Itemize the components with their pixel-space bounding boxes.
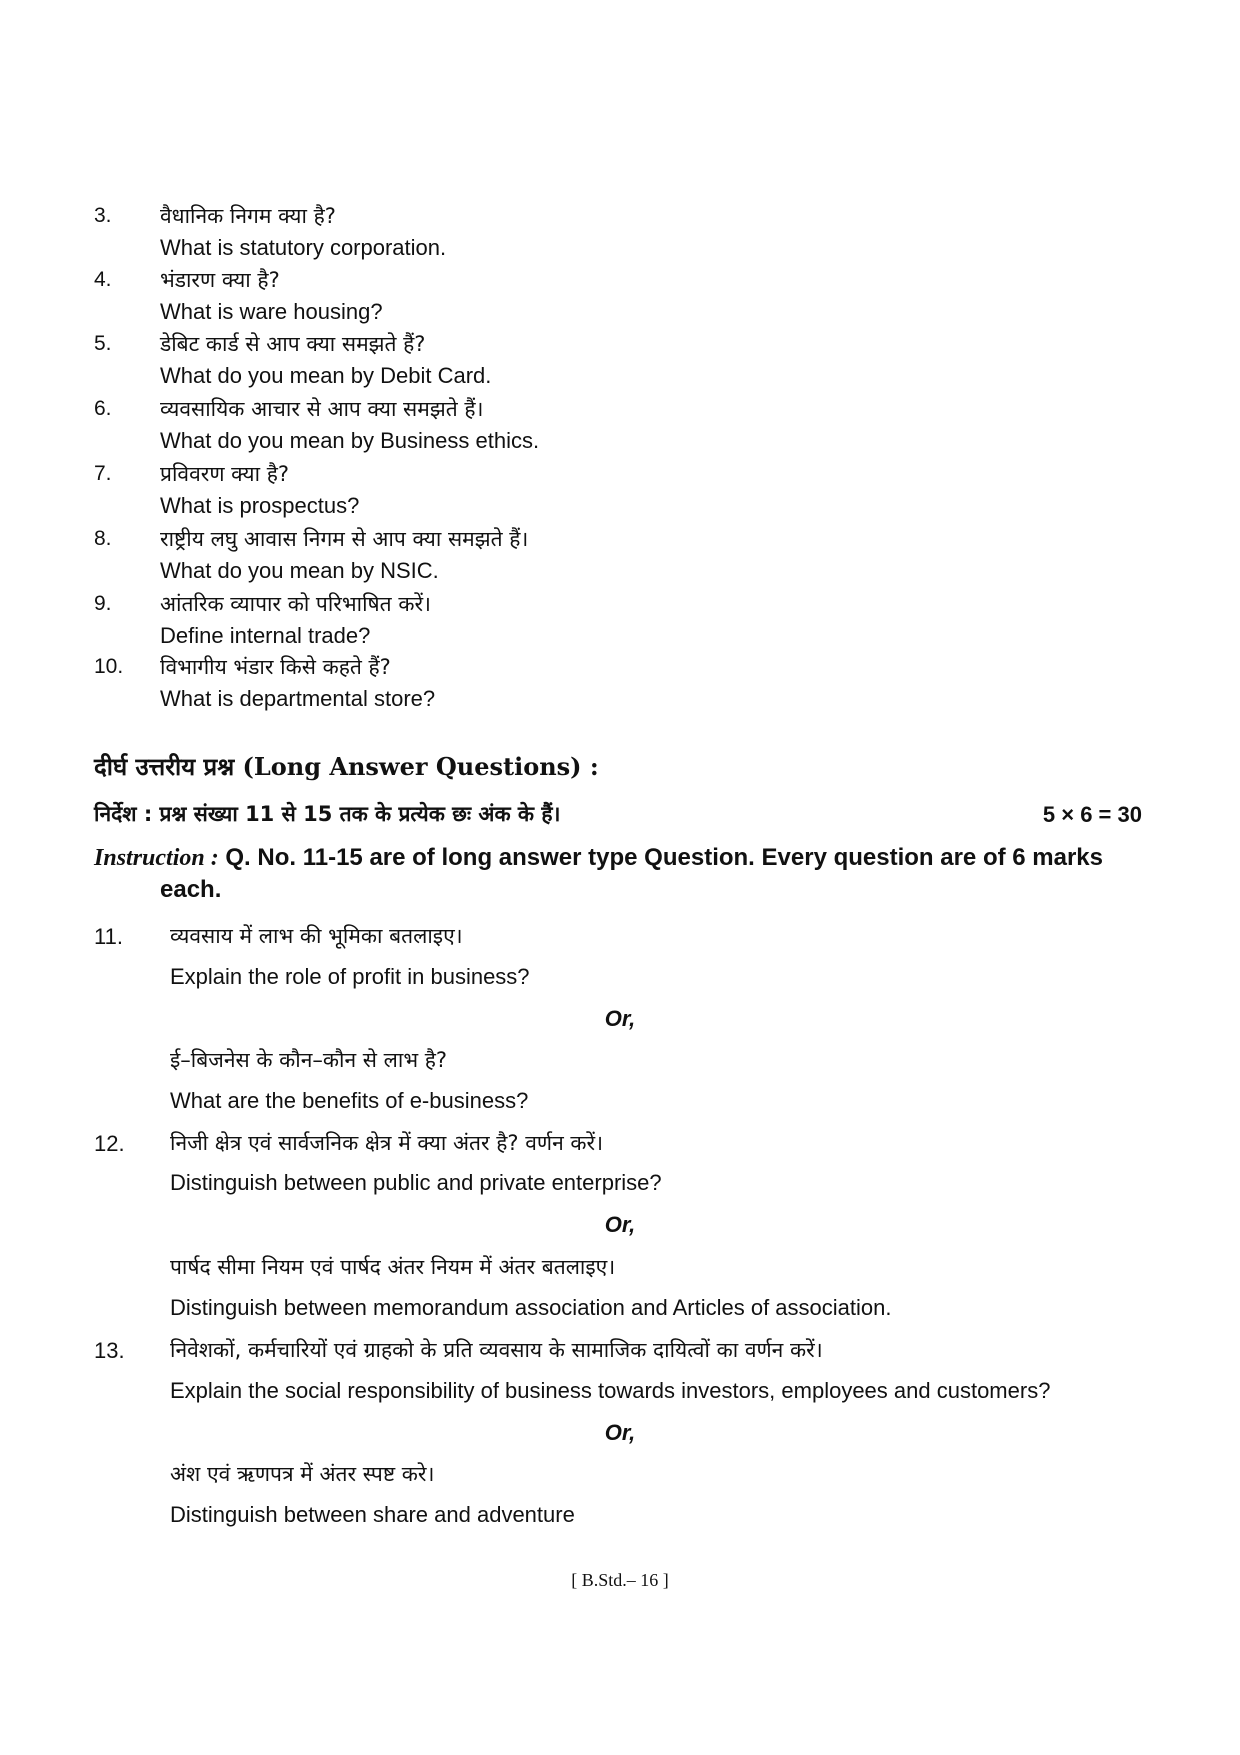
question-number: 10. [94, 655, 124, 678]
question-number: 7. [94, 462, 112, 485]
question-number: 6. [94, 397, 112, 420]
question-5 [94, 330, 1154, 394]
question-10 [94, 653, 1154, 717]
or-separator: Or, [604, 1420, 636, 1445]
question-13-alt-english: Distinguish between share and adventure [170, 1502, 575, 1527]
instruction-text: Q. No. 11-15 are of long answer type Question. Every question are of 6 marks [218, 844, 1104, 871]
or-separator: Or, [604, 1006, 636, 1031]
instruction [94, 842, 1154, 906]
question-11-english: Explain the role of profit in business? [170, 964, 530, 989]
instruction-continuation: each. [160, 876, 222, 903]
question-3 [94, 202, 1154, 266]
question-text-hindi: राष्ट्रीय लघु आवास निगम से आप क्या समझते हैं। [160, 527, 529, 551]
question-12-alt-hindi: पार्षद सीमा नियम एवं पार्षद अंतर नियम में अंतर बतलाइए। [170, 1255, 616, 1279]
page-footer: [ B.Std.– 16 ] [571, 1570, 669, 1590]
question-text-english: What do you mean by NSIC. [160, 558, 439, 583]
or-separator: Or, [604, 1212, 636, 1237]
question-text-hindi: व्यवसायिक आचार से आप क्या समझते हैं। [160, 397, 484, 421]
question-12-alt-english: Distinguish between memorandum association and Articles of association. [170, 1295, 892, 1320]
question-12-english: Distinguish between public and private enterprise? [170, 1170, 662, 1195]
question-number: 4. [94, 268, 112, 291]
question-text-english: What do you mean by Business ethics. [160, 428, 540, 453]
question-number: 5. [94, 332, 112, 355]
section-title: दीर्घ उत्तरीय प्रश्न (Long Answer Questions) : [94, 752, 599, 781]
instruction-label: Instruction : [94, 845, 219, 871]
question-text-english: What is ware housing? [160, 299, 383, 324]
question-11-hindi: व्यवसाय में लाभ की भूमिका बतलाइए। [170, 924, 463, 948]
question-13-hindi: निवेशकों, कर्मचारियों एवं ग्राहको के प्रति व्यवसाय के सामाजिक दायित्वों का वर्णन करें। [170, 1338, 823, 1362]
section-directive: निर्देश : प्रश्न संख्या 11 से 15 तक के प्रत्येक छः अंक के हैं। [94, 802, 561, 826]
question-11-alt-hindi: ई–बिजनेस के कौन–कौन से लाभ है? [170, 1048, 448, 1072]
question-8 [94, 525, 1154, 589]
question-4 [94, 266, 1154, 330]
question-9 [94, 590, 1154, 654]
question-12-hindi: निजी क्षेत्र एवं सार्वजनिक क्षेत्र में क्या अंतर है? वर्णन करें। [170, 1131, 604, 1155]
question-number: 9. [94, 592, 112, 615]
question-7 [94, 460, 1154, 524]
question-number: 3. [94, 204, 112, 227]
question-text-hindi: आंतरिक व्यापार को परिभाषित करें। [160, 592, 431, 616]
question-11-alt-english: What are the benefits of e-business? [170, 1088, 529, 1113]
question-number: 8. [94, 527, 112, 550]
question-text-english: What is statutory corporation. [160, 235, 447, 260]
question-text-hindi: भंडारण क्या है? [160, 268, 280, 292]
question-text-english: What is prospectus? [160, 493, 360, 518]
question-text-english: What do you mean by Debit Card. [160, 363, 492, 388]
question-text-english: Define internal trade? [160, 623, 371, 648]
question-text-hindi: प्रविवरण क्या है? [160, 462, 290, 486]
marks-formula: 5 × 6 = 30 [1042, 802, 1142, 827]
question-number: 13. [94, 1338, 125, 1363]
question-13-alt-hindi: अंश एवं ऋणपत्र में अंतर स्पष्ट करे। [170, 1462, 435, 1486]
question-6 [94, 395, 1154, 459]
question-number: 12. [94, 1131, 125, 1156]
question-text-hindi: डेबिट कार्ड से आप क्या समझते हैं? [160, 332, 426, 356]
question-13-english: Explain the social responsibility of business towards investors, employees and customers? [170, 1378, 1051, 1403]
question-number: 11. [94, 924, 123, 949]
question-text-hindi: विभागीय भंडार किसे कहते हैं? [160, 655, 391, 679]
question-text-english: What is departmental store? [160, 686, 436, 711]
question-text-hindi: वैधानिक निगम क्या है? [160, 204, 336, 228]
